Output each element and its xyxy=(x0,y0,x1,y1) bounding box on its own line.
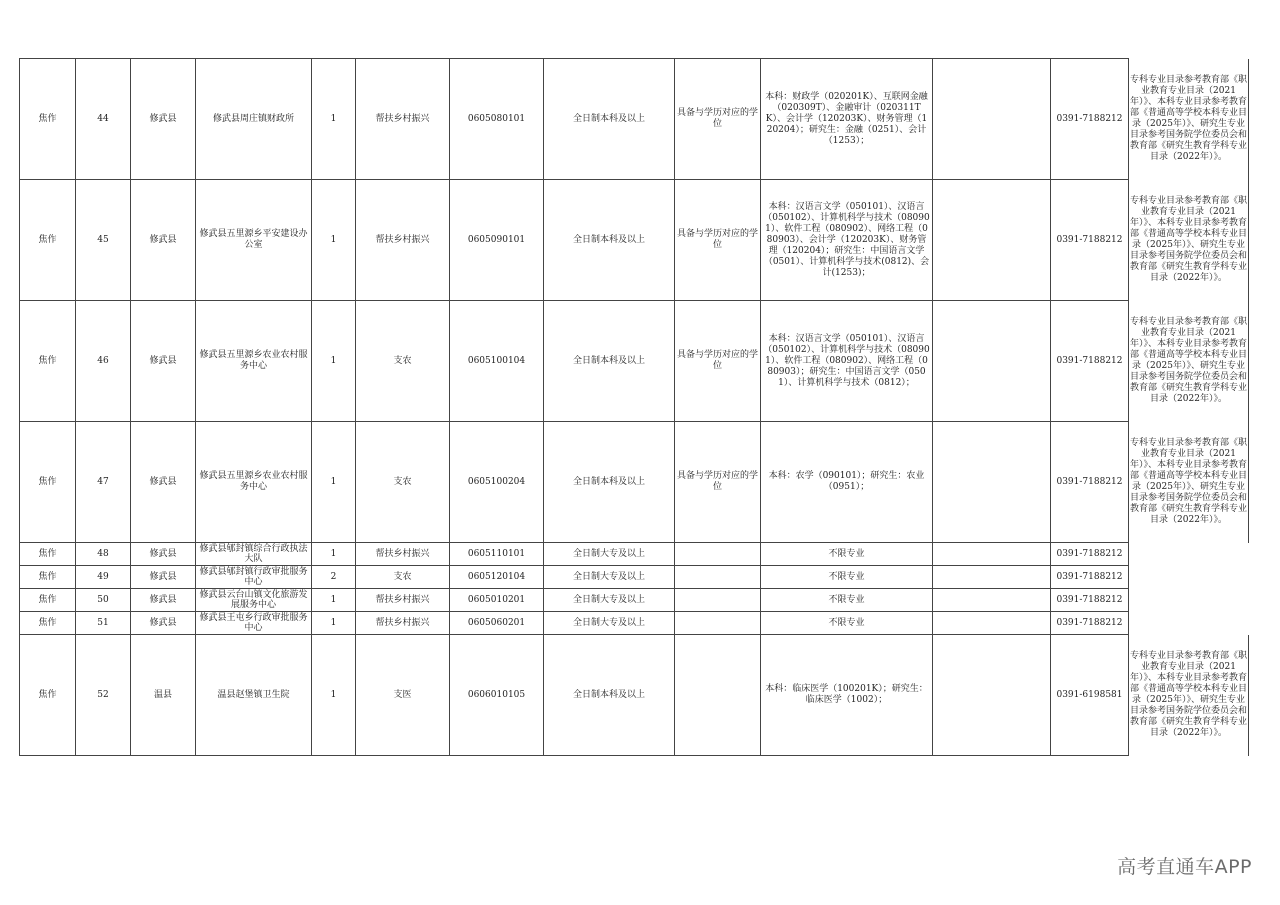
code-cell: 0606010105 xyxy=(450,635,544,756)
education-cell: 全日制大专及以上 xyxy=(544,566,675,589)
count-cell: 2 xyxy=(312,566,356,589)
serial-cell: 45 xyxy=(76,180,131,301)
serial-cell: 50 xyxy=(76,589,131,612)
degree-cell xyxy=(675,566,761,589)
education-cell: 全日制本科及以上 xyxy=(544,422,675,543)
county-cell: 修武县 xyxy=(131,180,196,301)
unit-cell: 修武县郇封镇综合行政执法大队 xyxy=(196,543,312,566)
city-cell: 焦作 xyxy=(20,566,76,589)
count-cell: 1 xyxy=(312,180,356,301)
phone-cell: 0391-7188212 xyxy=(1051,543,1129,566)
county-cell: 修武县 xyxy=(131,589,196,612)
other-cell xyxy=(933,543,1051,566)
education-cell: 全日制本科及以上 xyxy=(544,59,675,180)
serial-cell: 52 xyxy=(76,635,131,756)
serial-cell: 47 xyxy=(76,422,131,543)
count-cell: 1 xyxy=(312,422,356,543)
table-row xyxy=(20,589,1249,612)
serial-cell: 44 xyxy=(76,59,131,180)
unit-cell: 修武县周庄镇财政所 xyxy=(196,59,312,180)
degree-cell xyxy=(675,612,761,635)
unit-cell: 修武县云台山镇文化旅游发展服务中心 xyxy=(196,589,312,612)
major-cell: 不限专业 xyxy=(761,612,933,635)
education-cell: 全日制本科及以上 xyxy=(544,180,675,301)
serial-cell: 46 xyxy=(76,301,131,422)
degree-cell: 具备与学历对应的学位 xyxy=(675,59,761,180)
table-row xyxy=(20,543,1249,566)
code-cell: 0605110101 xyxy=(450,543,544,566)
major-cell: 本科：财政学（020201K）、互联网金融（020309T）、金融审计（020311TK）、会计学（120203K）、财务管理（120204）；研究生：金融（0251）、会计（1253）； xyxy=(761,59,933,180)
code-cell: 0605060201 xyxy=(450,612,544,635)
unit-cell: 修武县五里源乡农业农村服务中心 xyxy=(196,301,312,422)
plan-cell: 帮扶乡村振兴 xyxy=(356,59,450,180)
education-cell: 全日制大专及以上 xyxy=(544,612,675,635)
degree-cell xyxy=(675,589,761,612)
phone-cell: 0391-7188212 xyxy=(1051,589,1129,612)
other-cell xyxy=(933,180,1051,301)
major-cell: 本科：汉语言文学（050101）、汉语言（050102）、计算机科学与技术（080901）、软件工程（080902）、网络工程（080903）、会计学（120203K）、财务管理（120204）；研究生：中国语言文学（0501）、计算机科学与技术(0812)、会计(1253)； xyxy=(761,180,933,301)
education-cell: 全日制大专及以上 xyxy=(544,589,675,612)
other-cell xyxy=(933,59,1051,180)
phone-cell: 0391-7188212 xyxy=(1051,180,1129,301)
plan-cell: 帮扶乡村振兴 xyxy=(356,543,450,566)
major-cell: 本科：汉语言文学（050101）、汉语言（050102）、计算机科学与技术（080901）、软件工程（080902）、网络工程（080903）；研究生：中国语言文学（0501）、计算机科学与技术（0812）； xyxy=(761,301,933,422)
other-cell xyxy=(933,612,1051,635)
positions-table xyxy=(19,58,1249,756)
other-cell xyxy=(933,301,1051,422)
table-row xyxy=(20,180,1249,301)
plan-cell: 支医 xyxy=(356,635,450,756)
note-cell: 专科专业目录参考教育部《职业教育专业目录（2021年）》、本科专业目录参考教育部《普通高等学校本科专业目录（2025年）》、研究生专业目录参考国务院学位委员会和教育部《研究生教育学科专业目录（2022年）》。 xyxy=(1129,635,1249,756)
phone-cell: 0391-7188212 xyxy=(1051,301,1129,422)
phone-cell: 0391-7188212 xyxy=(1051,422,1129,543)
phone-cell: 0391-7188212 xyxy=(1051,59,1129,180)
table-row xyxy=(20,635,1249,756)
plan-cell: 支农 xyxy=(356,566,450,589)
city-cell: 焦作 xyxy=(20,635,76,756)
unit-cell: 修武县王屯乡行政审批服务中心 xyxy=(196,612,312,635)
note-cell: 专科专业目录参考教育部《职业教育专业目录（2021年）》、本科专业目录参考教育部《普通高等学校本科专业目录（2025年）》、研究生专业目录参考国务院学位委员会和教育部《研究生教育学科专业目录（2022年）》。 xyxy=(1129,180,1249,301)
count-cell: 1 xyxy=(312,635,356,756)
watermark-text: 高考直通车APP xyxy=(1117,856,1252,878)
note-cell xyxy=(1129,612,1249,635)
plan-cell: 帮扶乡村振兴 xyxy=(356,589,450,612)
table-row xyxy=(20,422,1249,543)
code-cell: 0605010201 xyxy=(450,589,544,612)
code-cell: 0605120104 xyxy=(450,566,544,589)
note-cell: 专科专业目录参考教育部《职业教育专业目录（2021年）》、本科专业目录参考教育部《普通高等学校本科专业目录（2025年）》、研究生专业目录参考国务院学位委员会和教育部《研究生教育学科专业目录（2022年）》。 xyxy=(1129,422,1249,543)
degree-cell: 具备与学历对应的学位 xyxy=(675,422,761,543)
plan-cell: 帮扶乡村振兴 xyxy=(356,612,450,635)
unit-cell: 修武县五里源乡农业农村服务中心 xyxy=(196,422,312,543)
phone-cell: 0391-7188212 xyxy=(1051,566,1129,589)
county-cell: 修武县 xyxy=(131,301,196,422)
count-cell: 1 xyxy=(312,612,356,635)
code-cell: 0605080101 xyxy=(450,59,544,180)
table-row xyxy=(20,612,1249,635)
plan-cell: 帮扶乡村振兴 xyxy=(356,180,450,301)
city-cell: 焦作 xyxy=(20,422,76,543)
county-cell: 修武县 xyxy=(131,612,196,635)
education-cell: 全日制大专及以上 xyxy=(544,543,675,566)
note-cell: 专科专业目录参考教育部《职业教育专业目录（2021年）》、本科专业目录参考教育部《普通高等学校本科专业目录（2025年）》、研究生专业目录参考国务院学位委员会和教育部《研究生教育学科专业目录（2022年）》。 xyxy=(1129,59,1249,180)
other-cell xyxy=(933,422,1051,543)
major-cell: 不限专业 xyxy=(761,589,933,612)
serial-cell: 48 xyxy=(76,543,131,566)
county-cell: 修武县 xyxy=(131,59,196,180)
education-cell: 全日制本科及以上 xyxy=(544,301,675,422)
county-cell: 温县 xyxy=(131,635,196,756)
other-cell xyxy=(933,566,1051,589)
major-cell: 本科：临床医学（100201K）；研究生：临床医学（1002）； xyxy=(761,635,933,756)
other-cell xyxy=(933,635,1051,756)
degree-cell: 具备与学历对应的学位 xyxy=(675,301,761,422)
table-row xyxy=(20,59,1249,180)
city-cell: 焦作 xyxy=(20,59,76,180)
note-cell: 专科专业目录参考教育部《职业教育专业目录（2021年）》、本科专业目录参考教育部《普通高等学校本科专业目录（2025年）》、研究生专业目录参考国务院学位委员会和教育部《研究生教育学科专业目录（2022年）》。 xyxy=(1129,301,1249,422)
city-cell: 焦作 xyxy=(20,589,76,612)
code-cell: 0605100204 xyxy=(450,422,544,543)
note-cell xyxy=(1129,566,1249,589)
table-row xyxy=(20,301,1249,422)
major-cell: 不限专业 xyxy=(761,566,933,589)
plan-cell: 支农 xyxy=(356,422,450,543)
other-cell xyxy=(933,589,1051,612)
count-cell: 1 xyxy=(312,543,356,566)
serial-cell: 51 xyxy=(76,612,131,635)
county-cell: 修武县 xyxy=(131,422,196,543)
plan-cell: 支农 xyxy=(356,301,450,422)
count-cell: 1 xyxy=(312,59,356,180)
unit-cell: 修武县郇封镇行政审批服务中心 xyxy=(196,566,312,589)
phone-cell: 0391-7188212 xyxy=(1051,612,1129,635)
city-cell: 焦作 xyxy=(20,301,76,422)
county-cell: 修武县 xyxy=(131,543,196,566)
degree-cell xyxy=(675,543,761,566)
note-cell xyxy=(1129,589,1249,612)
code-cell: 0605100104 xyxy=(450,301,544,422)
unit-cell: 温县赵堡镇卫生院 xyxy=(196,635,312,756)
city-cell: 焦作 xyxy=(20,543,76,566)
degree-cell: 具备与学历对应的学位 xyxy=(675,180,761,301)
serial-cell: 49 xyxy=(76,566,131,589)
count-cell: 1 xyxy=(312,301,356,422)
major-cell: 不限专业 xyxy=(761,543,933,566)
major-cell: 本科：农学（090101）；研究生：农业（0951）； xyxy=(761,422,933,543)
education-cell: 全日制本科及以上 xyxy=(544,635,675,756)
phone-cell: 0391-6198581 xyxy=(1051,635,1129,756)
table-row xyxy=(20,566,1249,589)
unit-cell: 修武县五里源乡平安建设办公室 xyxy=(196,180,312,301)
county-cell: 修武县 xyxy=(131,566,196,589)
count-cell: 1 xyxy=(312,589,356,612)
note-cell xyxy=(1129,543,1249,566)
city-cell: 焦作 xyxy=(20,612,76,635)
degree-cell xyxy=(675,635,761,756)
code-cell: 0605090101 xyxy=(450,180,544,301)
city-cell: 焦作 xyxy=(20,180,76,301)
